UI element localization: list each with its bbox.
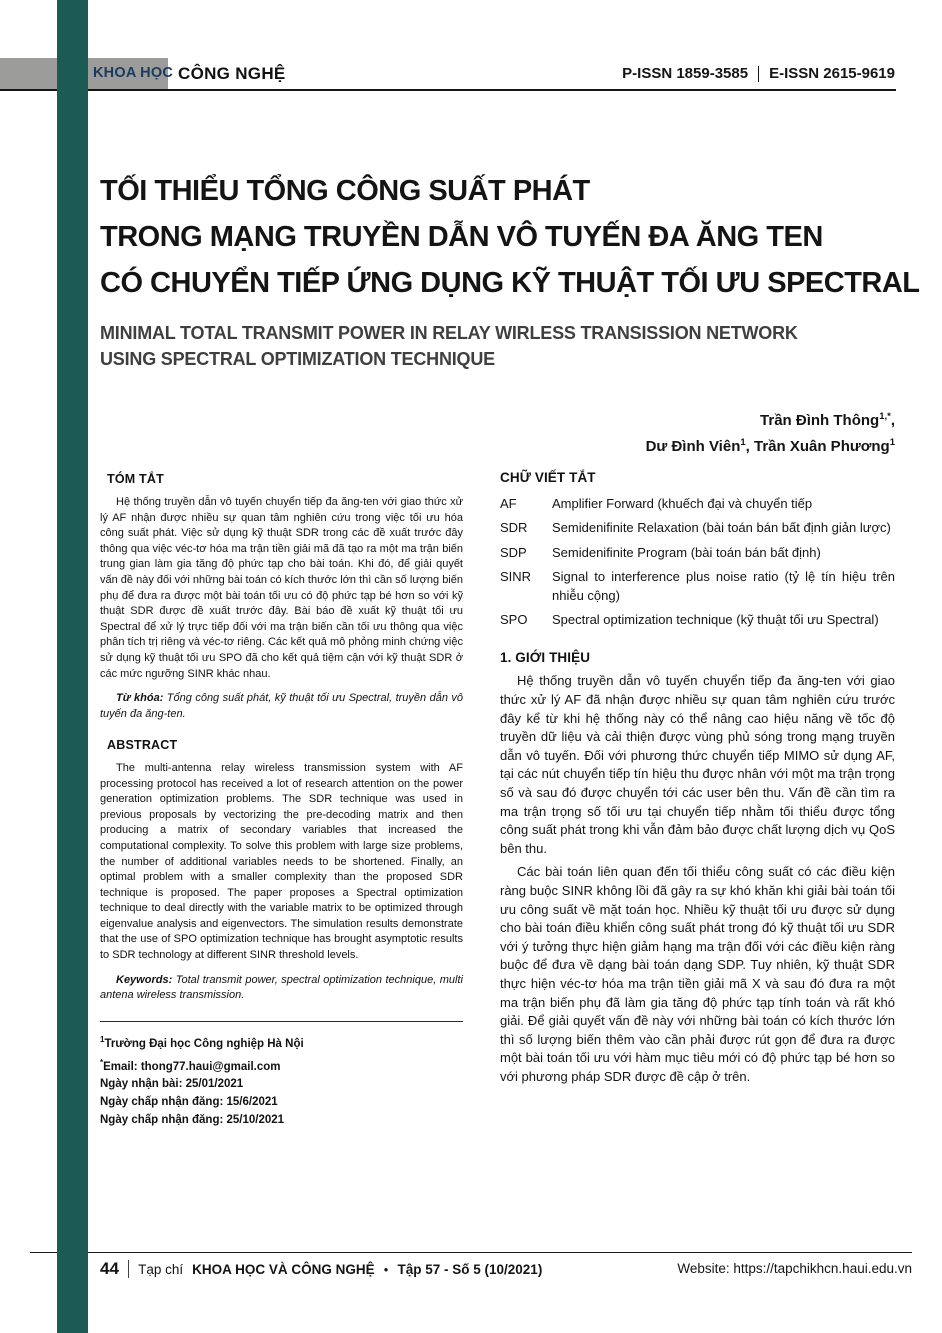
website-text	[677, 1261, 912, 1276]
abbreviation-row	[500, 519, 895, 537]
title-line-1: TỐI THIỂU TỔNG CÔNG SUẤT PHÁT	[100, 175, 590, 207]
intro-paragraph-2: Các bài toán liên quan đến tối thiểu công suất có các điều kiện ràng buộc SINR không lồi đã gây ra sự khó khăn khi giải bài toán tối ưu công suất về mặt toán học. Nhiều kỹ thuật tối ưu được sử dụng cho bài toán điều khiển công suất phát trong đó kỹ thuật tối ưu SDR với ý tưởng thực hiện giảm hạng ma trận đối với các điều kiện ràng buộc để đưa về dạng bài toán dạng SDP. Tuy nhiên, kỹ thuật SDR thực hiện véc-tơ hóa ma trận tiền giải mã X và sau đó đưa ra một ma trận biến phụ đã làm gia tăng độ phức tạp tính toán và rất khó giải. Để giải quyết vấn đề này với những bài toán có kích thước lớn thì số lượng biến thêm vào cần phải được rút gọn để đưa ra được một bài toán tối ưu với hàm mục tiêu mới có độ phức tạp bé hơn so với phương pháp SDR được đề cập ở trên.	[500, 864, 895, 1084]
author-comma: ,	[890, 412, 895, 429]
received-date: Ngày nhận bài: 25/01/2021	[100, 1078, 244, 1091]
footer-rule	[30, 1252, 912, 1253]
footer-divider	[128, 1260, 129, 1278]
science-tag-label: KHOA HỌC	[93, 65, 174, 81]
footnote-rule	[100, 1021, 463, 1022]
main-column	[500, 470, 895, 1092]
author-sup-1: 1,*	[879, 411, 891, 422]
abbreviation-term: SDP	[500, 544, 527, 560]
abbreviation-row	[500, 495, 895, 513]
author-name-3: Trần Xuân Phương	[754, 438, 890, 455]
author-line-1	[646, 406, 895, 432]
abbreviation-term: AF	[500, 496, 517, 511]
issn-text	[622, 58, 895, 89]
e-issn-label: E-ISSN 2615-9619	[769, 65, 895, 82]
title-line-2: TRONG MẠNG TRUYỀN DẪN VÔ TUYẾN ĐA ĂNG TEN	[100, 221, 823, 253]
abbreviation-term: SDR	[500, 520, 528, 536]
abbreviation-row	[500, 611, 895, 629]
abbreviation-definition: Semidenifinite Program (bài toán bán bất định)	[552, 544, 821, 560]
keywords-en	[100, 973, 463, 1004]
abstract-vi-heading: TÓM TẮT	[107, 472, 164, 486]
email-note	[100, 1054, 463, 1076]
title-en-line-2: USING SPECTRAL OPTIMIZATION TECHNIQUE	[100, 349, 495, 369]
abbreviation-definition: Spectral optimization technique (kỹ thuật tối ưu Spectral)	[552, 612, 879, 628]
abstract-en-heading: ABSTRACT	[107, 737, 178, 752]
author-sup-3: 1	[889, 437, 895, 448]
page-number: 44	[100, 1259, 119, 1278]
accepted-date: Ngày chấp nhận đăng: 25/10/2021	[100, 1113, 285, 1126]
abbreviation-row	[500, 544, 895, 562]
author-name-1: Trần Đình Thông	[760, 412, 880, 429]
issue-info: Tập 57 - Số 5 (10/2021)	[397, 1261, 543, 1277]
footer-bullet: ●	[383, 1264, 389, 1274]
introduction-heading: 1. GIỚI THIỆU	[500, 650, 591, 666]
author-line-2	[646, 432, 895, 458]
affiliation-note	[100, 1031, 463, 1053]
revised-date: Ngày chấp nhận đăng: 15/6/2021	[100, 1095, 278, 1108]
abbreviation-definition: Semidenifinite Relaxation (bài toán bán bất định giản lược)	[552, 520, 891, 536]
abbreviations-heading: CHỮ VIẾT TẮT	[500, 470, 596, 485]
keywords-vi-text: Tổng công suất phát, kỹ thuật tối ưu Spectral, truyền dẫn vô tuyến đa ăng-ten.	[100, 692, 463, 720]
keywords-en-text: Total transmit power, spectral optimization technique, multi antena wireless transmission.	[100, 973, 463, 1002]
keywords-vi-label: Từ khóa:	[116, 692, 164, 705]
author-sup-2: 1	[740, 437, 746, 448]
website-url: https://tapchikhcn.haui.edu.vn	[733, 1261, 912, 1276]
website-label: Website:	[677, 1261, 734, 1276]
abstract-vi-body: Hệ thống truyền dẫn vô tuyến chuyển tiếp đa ăng-ten với giao thức xử lý AF nhận được nhiều sự quan tâm nghiên cứu trong việc tối ưu hóa công suất phát. Việc sử dụng kỹ thuật SDR trong các đề xuất trước đây thông qua việc véc-tơ hóa ma trận tiền giải mã đã tạo ra một ma trận biến trung gian làm gia tăng độ phức tạp cho bài toán. Khi đó, để giải quyết vấn đề này đối với những bài toán có kích thước lớn thì cần số lượng biến phụ để đưa ra được một bài toán tối ưu có độ phức tạp bé hơn so với kỹ thuật SDR được đề xuất trước đây. Bài báo đề xuất kỹ thuật tối ưu Spectral để xử lý trực tiếp đối với ma trận biến cần tối ưu thông qua việc phân tích trị riêng và véc-tơ riêng. Các kết quả mô phỏng minh chứng việc sử dụng kỹ thuật tối ưu SPO đã cho kết quả tiệm cận với kỹ thuật SDR ở các mức ngưỡng SINR khác nhau.	[100, 496, 463, 680]
tech-label: CÔNG NGHỆ	[178, 64, 286, 83]
email-text: Email: thong77.haui@gmail.com	[103, 1060, 281, 1073]
side-band	[57, 0, 88, 1333]
abbreviation-term: SINR	[500, 569, 532, 585]
journal-name: KHOA HỌC VÀ CÔNG NGHỆ	[192, 1261, 375, 1277]
article-title-en	[100, 320, 920, 372]
intro-paragraph-1: Hệ thống truyền dẫn vô tuyến chuyển tiếp đa ăng-ten với giao thức xử lý AF đã nhận được nhiều sự quan tâm nghiên cứu trước đây kể từ khi hệ thống này có thể nâng cao hiệu năng về tốc độ truyền dữ liệu và cải thiện được vùng phủ sóng trong mạng truyền dẫn vô tuyến. Đối với phương thức chuyển tiếp MIMO sử dụng AF, tại các nút chuyển tiếp tín hiệu thu được nhân với một ma trận trọng số và sau đó được chuyển tới các user bên thu. Vấn đề cần tìm ra ma trận trọng số tối ưu tại chuyển tiếp nhằm tối thiểu được tổng công suất phát trong khi vẫn đảm bảo được chất lượng dịch vụ QoS bên thu.	[500, 673, 895, 856]
abstract-column	[100, 472, 463, 1129]
author-separator: ,	[745, 438, 754, 455]
title-en-line-1: MINIMAL TOTAL TRANSMIT POWER IN RELAY WIRLESS TRANSISSION NETWORK	[100, 323, 798, 343]
abbreviation-definition: Signal to interference plus noise ratio (tỷ lệ tín hiệu trên nhiễu cộng)	[552, 569, 895, 603]
affiliation-text: Trường Đại học Công nghiệp Hà Nội	[104, 1038, 304, 1051]
abstract-en-body: The multi-antenna relay wireless transmission system with AF processing protocol has received a lot of research attention on the power generation optimization problems. The SDR technique was used in previous proposals by vectorizing the pre-decoding matrix and then producing a matrix of secondary variables that increased the computational complexity. To solve this problem with large size problems, the number of additional variables needs to be shortened. Finally, an optimal problem with a smaller complexity than the proposed SDR technique is proposed. The paper proposes a Spectral optimization technique to deal directly with the variable matrix to be optimized through eigenvalue analysis and eigenvectors. The simulation results demonstrate that the use of SPO optimization technique has brought asymptotic results to SDR technology at different SINR threshold levels.	[100, 761, 463, 962]
header-rule	[0, 89, 896, 91]
authors-block	[646, 406, 895, 458]
keywords-vi	[100, 691, 463, 722]
issn-divider	[758, 66, 759, 82]
abbreviation-term: SPO	[500, 612, 528, 628]
author-name-2: Dư Đình Viên	[645, 438, 741, 455]
abbreviation-definition: Amplifier Forward (khuếch đại và chuyển tiếp	[552, 496, 813, 511]
title-line-3: CÓ CHUYỂN TIẾP ỨNG DỤNG KỸ THUẬT TỐI ƯU SPECTRAL	[100, 267, 920, 299]
article-title-vi	[100, 168, 920, 306]
affiliation-sup: 1	[100, 1035, 105, 1045]
p-issn-label: P-ISSN 1859-3585	[622, 65, 749, 82]
email-sup: *	[100, 1057, 104, 1067]
keywords-en-label: Keywords:	[116, 973, 173, 986]
footer-left	[100, 1259, 542, 1279]
journal-prefix: Tạp chí	[138, 1261, 184, 1277]
abbreviation-row	[500, 568, 895, 605]
